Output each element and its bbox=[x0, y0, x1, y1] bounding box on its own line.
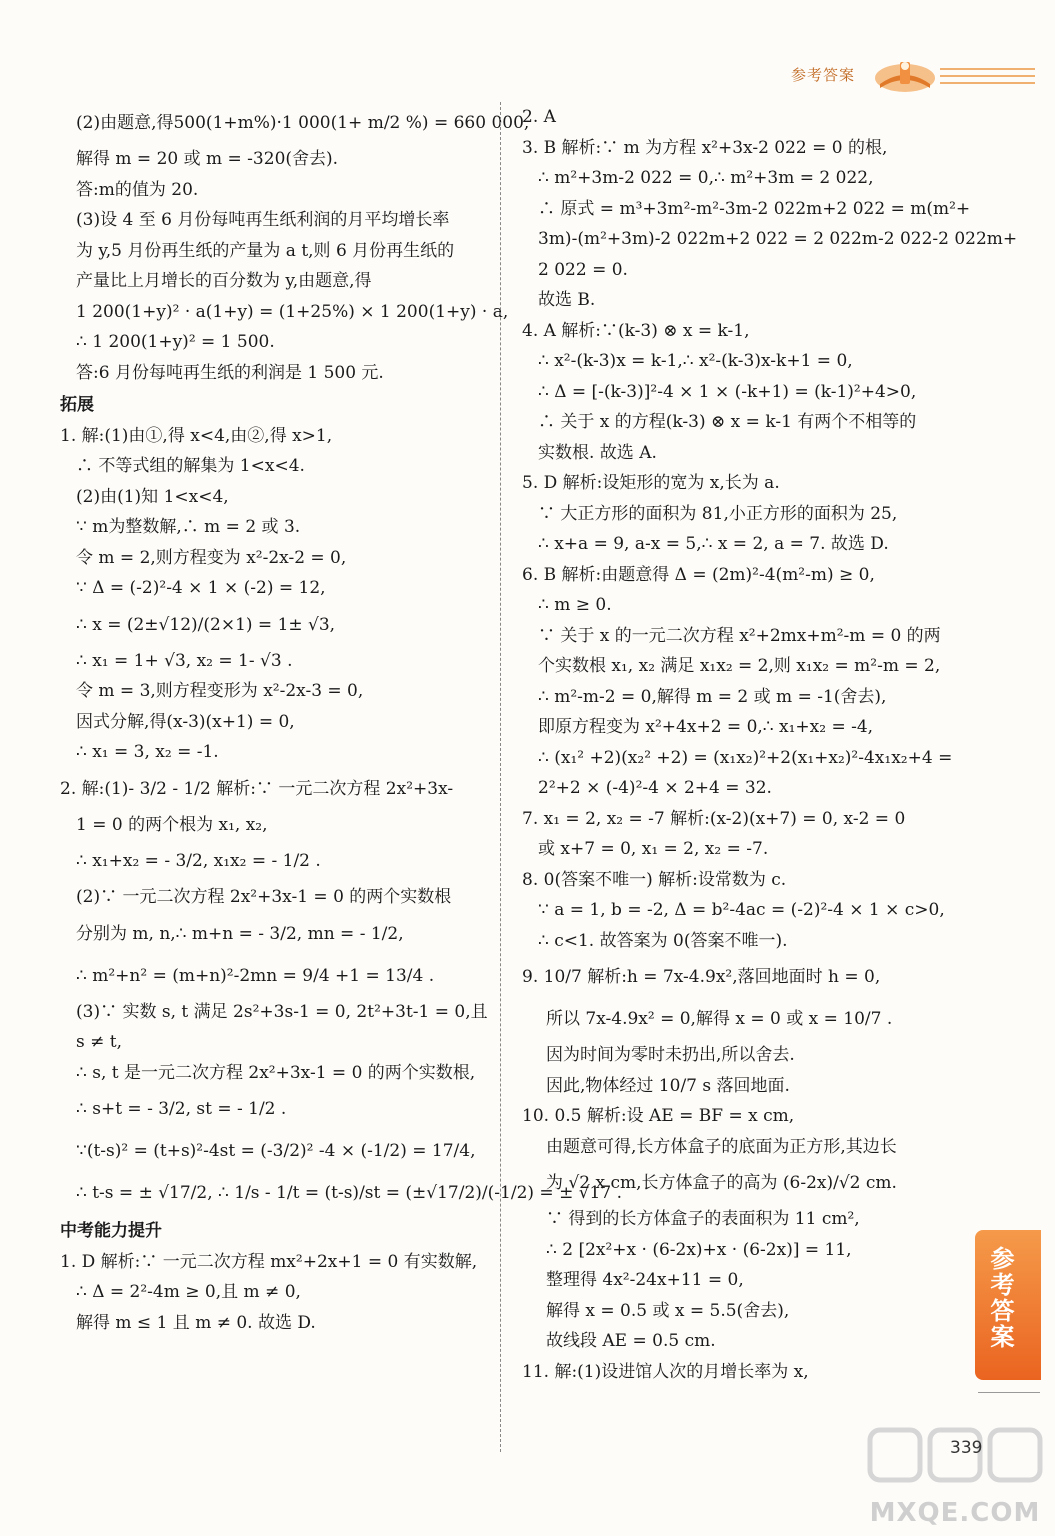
text-line: 6. B 解析:由题意得 Δ = (2m)²-4(m²-m) ≥ 0, bbox=[522, 564, 875, 585]
text-line: 1 200(1+y)² · a(1+y) = (1+25%) × 1 200(1+y) · a, bbox=[76, 301, 509, 322]
text-line: 9. 10/7 解析:h = 7x-4.9x²,落回地面时 h = 0, bbox=[522, 967, 881, 987]
watermark-logo-icon bbox=[860, 1420, 1050, 1500]
side-tab bbox=[975, 1230, 1041, 1380]
text-line: ∴ x₁ = 3, x₂ = -1. bbox=[76, 742, 219, 762]
text-line: ∴ Δ = 2²-4m ≥ 0,且 m ≠ 0, bbox=[76, 1282, 301, 1302]
text-line: 7. x₁ = 2, x₂ = -7 解析:(x-2)(x+7) = 0, x-2 = 0 bbox=[522, 808, 906, 829]
text-line: ∵ 大正方形的面积为 81,小正方形的面积为 25, bbox=[538, 503, 898, 524]
text-line: ∵ a = 1, b = -2, Δ = b²-4ac = (-2)²-4 × 1 × c>0, bbox=[538, 900, 945, 920]
text-line: (3)设 4 至 6 月份每吨再生纸利润的月平均增长率 bbox=[76, 210, 450, 230]
text-line: ∴ x²-(k-3)x = k-1,∴ x²-(k-3)x-k+1 = 0, bbox=[538, 351, 853, 371]
text-line: ∵(t-s)² = (t+s)²-4st = (-3/2)² -4 × (-1/2) = 17/4, bbox=[76, 1141, 476, 1161]
text-line: 10. 0.5 解析:设 AE = BF = x cm, bbox=[522, 1106, 795, 1126]
text-line: 2. A bbox=[522, 107, 556, 127]
text-line: 解得 m ≤ 1 且 m ≠ 0. 故选 D. bbox=[76, 1312, 316, 1333]
text-line: 因为时间为零时未扔出,所以舍去. bbox=[546, 1045, 795, 1065]
book-logo-icon bbox=[870, 58, 940, 96]
text-line: ∴ s, t 是一元二次方程 2x²+3x-1 = 0 的两个实数根, bbox=[76, 1062, 476, 1083]
text-line: 实数根. 故选 A. bbox=[538, 442, 657, 463]
text-line: 2. 解:(1)- 3/2 - 1/2 解析:∵ 一元二次方程 2x²+3x- bbox=[60, 778, 454, 799]
text-line: ∴ m²-m-2 = 0,解得 m = 2 或 m = -1(舍去), bbox=[538, 686, 887, 707]
text-line: 2²+2 × (-4)²-4 × 2+4 = 32. bbox=[538, 778, 772, 798]
text-line: (2)由(1)知 1<x<4, bbox=[76, 486, 229, 507]
text-line: 1. 解:(1)由①,得 x<4,由②,得 x>1, bbox=[60, 425, 333, 446]
side-tab-label: 参考答案 bbox=[986, 1246, 1014, 1350]
text-line: s ≠ t, bbox=[76, 1032, 123, 1052]
text-line: 答:6 月份每吨再生纸的利润是 1 500 元. bbox=[76, 362, 384, 383]
text-line: 产量比上月增长的百分数为 y,由题意,得 bbox=[76, 271, 372, 291]
page-number: 339 bbox=[950, 1438, 983, 1458]
text-line: ∴ x₁+x₂ = - 3/2, x₁x₂ = - 1/2 . bbox=[76, 851, 321, 871]
text-line: ∴ Δ = [-(k-3)]²-4 × 1 × (-k+1) = (k-1)²+4>0, bbox=[538, 381, 917, 402]
text-line: ∴ 关于 x 的方程(k-3) ⊗ x = k-1 有两个不相等的 bbox=[538, 412, 917, 432]
text-line: 1 = 0 的两个根为 x₁, x₂, bbox=[76, 814, 268, 835]
text-line: 所以 7x-4.9x² = 0,解得 x = 0 或 x = 10/7 . bbox=[546, 1009, 893, 1029]
text-line: ∴ 2 [2x²+x · (6-2x)+x · (6-2x)] = 11, bbox=[546, 1239, 852, 1260]
text-line: ∴ x₁ = 1+ √3, x₂ = 1- √3 . bbox=[76, 650, 293, 671]
text-line: 因式分解,得(x-3)(x+1) = 0, bbox=[76, 711, 295, 732]
text-line: 3m)-(m²+3m)-2 022m+2 022 = 2 022m-2 022-2 022m+ bbox=[538, 229, 1018, 249]
text-line: 为 √2 x cm,长方体盒子的高为 (6-2x)/√2 cm. bbox=[546, 1173, 897, 1193]
text-line: ∴ s+t = - 3/2, st = - 1/2 . bbox=[76, 1099, 287, 1119]
text-line: (3)∵ 实数 s, t 满足 2s²+3s-1 = 0, 2t²+3t-1 = 0,且 bbox=[76, 1001, 488, 1022]
watermark bbox=[860, 1420, 1050, 1530]
text-line: 令 m = 3,则方程变形为 x²-2x-3 = 0, bbox=[76, 681, 364, 701]
text-line: 3. B 解析:∵ m 为方程 x²+3x-2 022 = 0 的根, bbox=[522, 137, 888, 158]
text-line: 因此,物体经过 10/7 s 落回地面. bbox=[546, 1075, 790, 1096]
header-title: 参考答案 bbox=[790, 66, 855, 84]
text-line: 5. D 解析:设矩形的宽为 x,长为 a. bbox=[522, 473, 780, 493]
watermark-text: MXQE.COM bbox=[869, 1498, 1041, 1528]
text-line: 为 y,5 月份再生纸的产量为 a t,则 6 月份再生纸的 bbox=[76, 240, 455, 261]
text-line: (2)由题意,得500(1+m%)·1 000(1+ m/2 %) = 660 000, bbox=[76, 113, 530, 133]
text-line: 4. A 解析:∵(k-3) ⊗ x = k-1, bbox=[522, 320, 750, 341]
text-line: ∴ x = (2±√12)/(2×1) = 1± √3, bbox=[76, 614, 336, 635]
text-line: ∴ 1 200(1+y)² = 1 500. bbox=[76, 332, 275, 352]
text-line: ∴ t-s = ± √17/2, ∴ 1/s - 1/t = (t-s)/st = (±√17/2)/(-1/2) = ± √17 . bbox=[76, 1183, 622, 1203]
text-line: ∴ (x₁² +2)(x₂² +2) = (x₁x₂)²+2(x₁+x₂)²-4x₁x₂+4 = bbox=[538, 747, 953, 768]
text-line: ∵ Δ = (-2)²-4 × 1 × (-2) = 12, bbox=[76, 578, 326, 598]
side-rule bbox=[978, 1392, 1040, 1393]
section-heading: 拓展 bbox=[60, 395, 94, 415]
text-line: ∴ m ≥ 0. bbox=[538, 595, 612, 615]
text-line: 个实数根 x₁, x₂ 满足 x₁x₂ = 2,则 x₁x₂ = m²-m = 2, bbox=[538, 656, 941, 676]
text-line: 答:m的值为 20. bbox=[76, 179, 199, 200]
text-line: ∴ x+a = 9, a-x = 5,∴ x = 2, a = 7. 故选 D. bbox=[538, 534, 889, 554]
text-line: 令 m = 2,则方程变为 x²-2x-2 = 0, bbox=[76, 547, 347, 568]
text-line: (2)∵ 一元二次方程 2x²+3x-1 = 0 的两个实数根 bbox=[76, 887, 452, 907]
text-line: 由题意可得,长方体盒子的底面为正方形,其边长 bbox=[546, 1136, 897, 1157]
text-line: ∴ c<1. 故答案为 0(答案不唯一). bbox=[538, 930, 788, 951]
text-line: 2 022 = 0. bbox=[538, 259, 628, 280]
text-line: 11. 解:(1)设进馆人次的月增长率为 x, bbox=[522, 1361, 809, 1382]
text-line: 解得 x = 0.5 或 x = 5.5(舍去), bbox=[546, 1300, 790, 1321]
text-line: ∴ 原式 = m³+3m²-m²-3m-2 022m+2 022 = m(m²+ bbox=[538, 198, 971, 219]
text-line: 1. D 解析:∵ 一元二次方程 mx²+2x+1 = 0 有实数解, bbox=[60, 1251, 478, 1272]
text-line: ∴ m²+n² = (m+n)²-2mn = 9/4 +1 = 13/4 . bbox=[76, 965, 435, 986]
text-line: 或 x+7 = 0, x₁ = 2, x₂ = -7. bbox=[538, 839, 769, 859]
text-line: 故选 B. bbox=[538, 290, 596, 310]
section-heading: 中考能力提升 bbox=[60, 1221, 162, 1241]
text-line: ∵ 关于 x 的一元二次方程 x²+2mx+m²-m = 0 的两 bbox=[538, 625, 941, 646]
column-divider bbox=[500, 102, 501, 1452]
text-line: 故线段 AE = 0.5 cm. bbox=[546, 1331, 716, 1351]
text-line: ∴ m²+3m-2 022 = 0,∴ m²+3m = 2 022, bbox=[538, 168, 874, 188]
header-decor-lines bbox=[940, 68, 1035, 89]
text-line: 即原方程变为 x²+4x+2 = 0,∴ x₁+x₂ = -4, bbox=[538, 717, 874, 737]
text-line: 分别为 m, n,∴ m+n = - 3/2, mn = - 1/2, bbox=[76, 923, 404, 944]
text-line: 整理得 4x²-24x+11 = 0, bbox=[546, 1270, 744, 1290]
text-line: ∵ 得到的长方体盒子的表面积为 11 cm², bbox=[546, 1209, 860, 1229]
text-line: 解得 m = 20 或 m = -320(舍去). bbox=[76, 149, 339, 169]
text-line: 8. 0(答案不唯一) 解析:设常数为 c. bbox=[522, 869, 787, 890]
text-line: ∴ 不等式组的解集为 1<x<4. bbox=[76, 456, 305, 476]
page-header bbox=[735, 58, 1035, 98]
text-line: ∵ m为整数解,∴ m = 2 或 3. bbox=[76, 517, 301, 537]
